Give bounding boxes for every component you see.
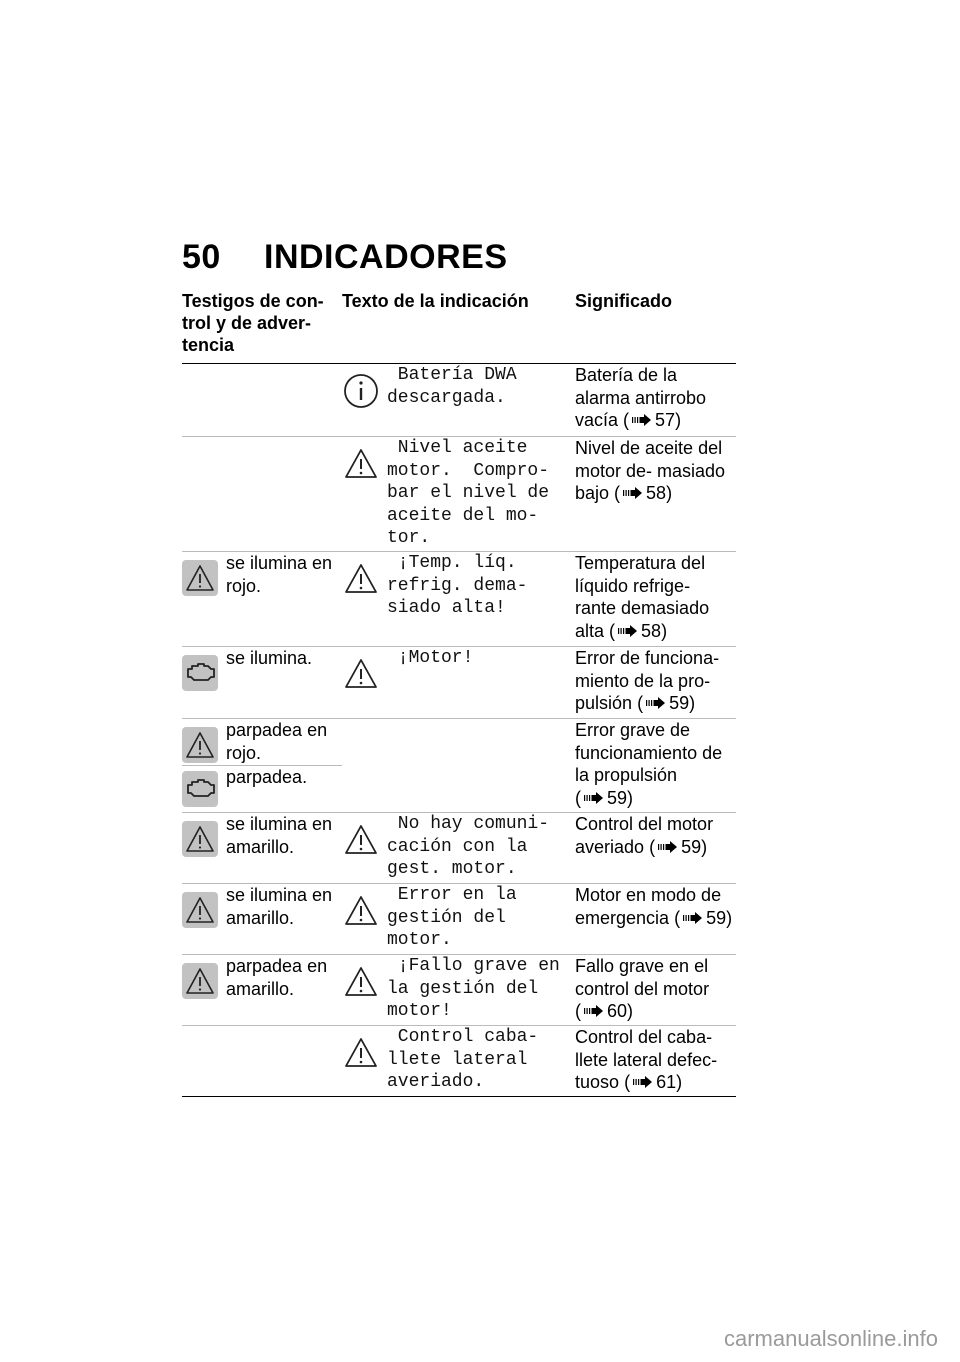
- reference-arrow-icon: [632, 414, 652, 426]
- reference-arrow-icon: [623, 487, 643, 499]
- display-text: ¡Motor!: [387, 648, 474, 668]
- table-row: [182, 437, 736, 552]
- ref-page: 59): [669, 693, 696, 713]
- page-reference[interactable]: [649, 837, 707, 857]
- ref-open: (: [637, 693, 644, 713]
- meaning-text: [575, 1026, 735, 1094]
- reference-arrow-icon: [618, 625, 638, 637]
- display-text: Nivel aceite motor. Compro- bar el nivel de aceite del mo- tor.: [387, 438, 550, 548]
- page-reference[interactable]: [674, 908, 732, 928]
- display-text: Batería DWA descargada.: [387, 365, 517, 408]
- ref-open: (: [614, 483, 621, 503]
- meaning-label: Control del caba- llete lateral defec- tuoso: [575, 1027, 718, 1092]
- column-header-meaning: Significado: [575, 291, 673, 311]
- ref-open: (: [609, 620, 616, 641]
- engine-icon: [182, 655, 218, 691]
- warning-triangle-icon: [182, 821, 218, 857]
- page-reference[interactable]: [623, 410, 681, 430]
- telltale-status: parpadea en rojo.: [226, 720, 328, 763]
- display-text: ¡Fallo grave en la gestión del motor!: [387, 956, 560, 1021]
- reference-arrow-icon: [658, 841, 678, 853]
- telltale-status: se ilumina en rojo.: [226, 553, 333, 596]
- reference-arrow-icon: [584, 792, 604, 804]
- warning-triangle-icon: [182, 727, 218, 763]
- page-reference[interactable]: [637, 693, 695, 713]
- display-text: Error en la gestión del motor.: [387, 885, 517, 950]
- ref-page: 60): [607, 1001, 634, 1021]
- ref-open: (: [624, 1072, 631, 1092]
- warning-triangle-icon: [182, 560, 218, 596]
- telltale-status: parpadea.: [226, 767, 308, 787]
- ref-page: 59): [607, 787, 634, 808]
- display-text: ¡Temp. líq. refrig. dema- siado alta!: [387, 553, 528, 618]
- telltale-status: se ilumina en amarillo.: [226, 814, 333, 857]
- meaning-label: Error grave de funcionamiento de la propulsión: [575, 720, 723, 785]
- section-title: INDICADORES: [264, 238, 508, 276]
- ref-open: (: [674, 907, 681, 928]
- ref-open: (: [575, 787, 581, 808]
- table-row: [182, 719, 736, 813]
- ref-page: 57): [655, 410, 682, 430]
- page-reference[interactable]: [575, 1001, 633, 1021]
- display-text: Control caba- llete lateral averiado.: [387, 1027, 539, 1092]
- ref-page: 59): [681, 836, 708, 857]
- warning-triangle-icon: [342, 821, 380, 859]
- meaning-label: Control del motor averiado: [575, 814, 714, 857]
- meaning-text: [575, 884, 735, 929]
- warning-triangle-icon: [342, 1034, 380, 1072]
- page-number: 50: [182, 238, 221, 276]
- engine-icon: [182, 771, 218, 807]
- table-row: [182, 364, 736, 437]
- ref-page: 61): [656, 1072, 683, 1092]
- warning-triangle-icon: [182, 892, 218, 928]
- ref-page: 58): [641, 620, 668, 641]
- meaning-label: Nivel de aceite del motor de- masiado bajo: [575, 438, 726, 503]
- ref-open: (: [649, 836, 656, 857]
- reference-arrow-icon: [584, 1005, 604, 1017]
- meaning-label: Fallo grave en el control del motor: [575, 956, 710, 999]
- column-header-telltales: [182, 290, 332, 356]
- ref-open: (: [575, 1001, 581, 1021]
- table-row: [182, 884, 736, 955]
- table-row: [182, 1026, 736, 1097]
- ref-page: 58): [646, 483, 673, 503]
- page-reference[interactable]: [609, 621, 667, 641]
- meaning-label: Error de funciona- miento de la pro- pulsión: [575, 648, 720, 713]
- meaning-text: [575, 955, 735, 1023]
- warning-triangle-icon: [342, 963, 380, 1001]
- warning-triangle-icon: [342, 445, 380, 483]
- warning-triangle-icon: [342, 560, 380, 598]
- meaning-label: Temperatura del líquido refrige- rante demasiado alta: [575, 553, 710, 641]
- warning-triangle-icon: [342, 655, 380, 693]
- warning-triangle-icon: [342, 892, 380, 930]
- page-reference[interactable]: [614, 483, 672, 503]
- page-reference[interactable]: [624, 1072, 682, 1092]
- indicator-table: [182, 363, 736, 1097]
- table-row: [182, 813, 736, 884]
- meaning-text: [575, 364, 735, 432]
- column-header-display-text: Texto de la indicación: [342, 291, 529, 311]
- column-header-line: trol y de adver-: [182, 313, 312, 333]
- warning-triangle-icon: [182, 963, 218, 999]
- ref-page: 59): [706, 907, 733, 928]
- meaning-label: Motor en modo de emergencia: [575, 885, 722, 928]
- meaning-text: [575, 719, 735, 809]
- ref-open: (: [623, 410, 630, 430]
- table-row: [182, 955, 736, 1026]
- reference-arrow-icon: [646, 697, 666, 709]
- telltale-status: se ilumina en amarillo.: [226, 885, 333, 928]
- info-icon: [342, 372, 380, 410]
- reference-arrow-icon: [633, 1076, 653, 1088]
- column-header-line: tencia: [182, 335, 235, 355]
- meaning-text: [575, 647, 735, 715]
- meaning-label: Batería de la alarma antirrobo vacía: [575, 365, 707, 430]
- table-row: [182, 552, 736, 647]
- meaning-text: [575, 813, 735, 858]
- meaning-text: [575, 552, 735, 642]
- table-row: [182, 647, 736, 719]
- column-header-line: Testigos de con-: [182, 291, 324, 311]
- reference-arrow-icon: [683, 912, 703, 924]
- page-heading: [182, 238, 508, 277]
- page-reference[interactable]: [575, 788, 633, 808]
- watermark: carmanualsonline.info: [723, 1326, 938, 1351]
- meaning-text: [575, 437, 735, 505]
- telltale-status: parpadea en amarillo.: [226, 956, 328, 999]
- display-text: No hay comuni- cación con la gest. motor.: [387, 814, 550, 879]
- telltale-status: se ilumina.: [226, 648, 313, 668]
